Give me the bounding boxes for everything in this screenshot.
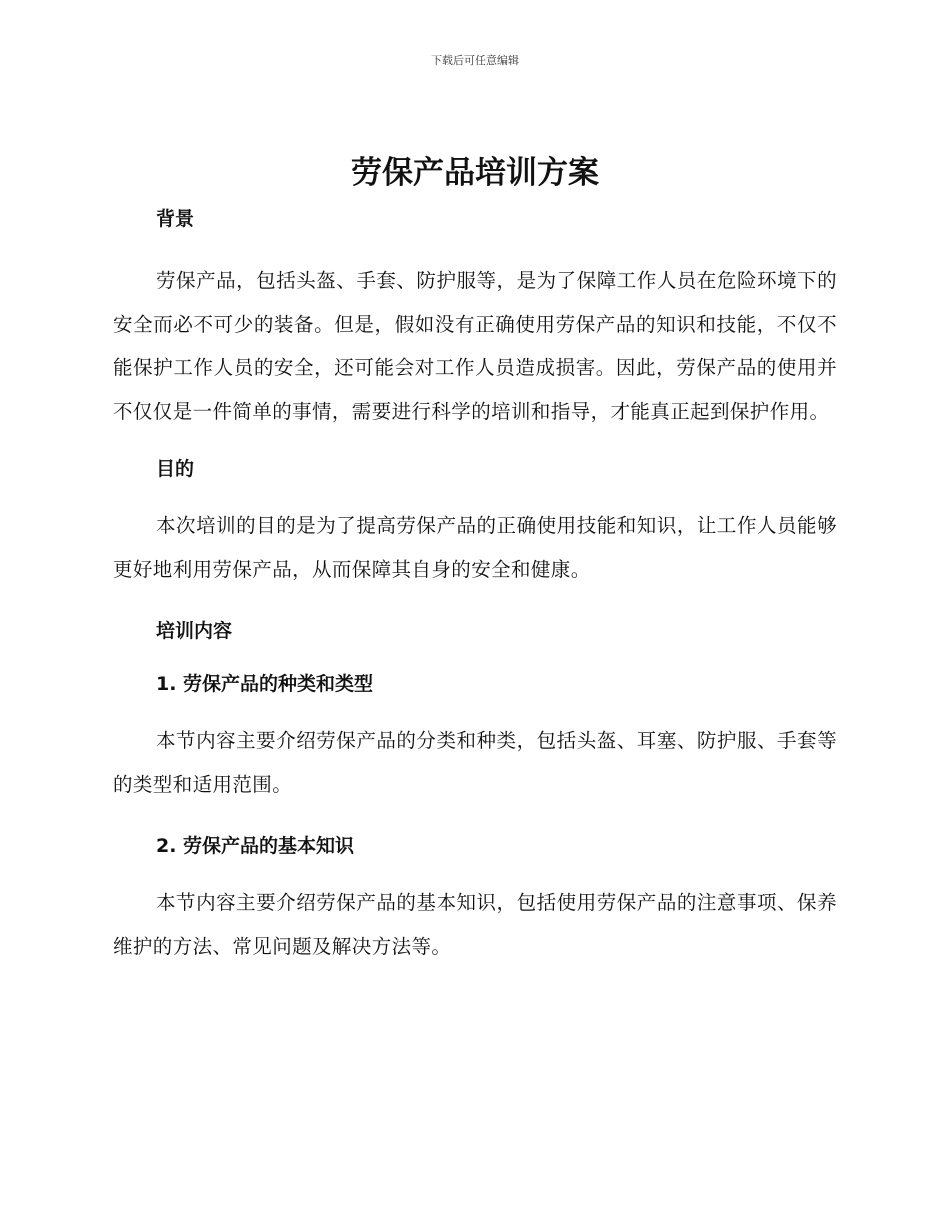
section-heading-training-content: 培训内容 (156, 620, 233, 642)
section-heading-purpose: 目的 (156, 458, 195, 480)
section-heading-background: 背景 (156, 208, 195, 230)
purpose-paragraph: 本次培训的目的是为了提高劳保产品的正确使用技能和知识，让工作人员能够更好地利用劳保产品，从而保障其自身的安全和健康。 (113, 514, 837, 581)
document-title: 劳保产品培训方案 (351, 155, 599, 191)
basics-paragraph: 本节内容主要介绍劳保产品的基本知识，包括使用劳保产品的注意事项、保养维护的方法、常见问题及解决方法等。 (113, 891, 837, 958)
header-note: 下载后可任意编辑 (431, 54, 519, 67)
document-body (113, 200, 837, 968)
subsection-heading-types: 1. 劳保产品的种类和类型 (156, 673, 374, 695)
types-paragraph: 本节内容主要介绍劳保产品的分类和种类，包括头盔、耳塞、防护服、手套等的类型和适用范围。 (113, 729, 837, 796)
background-paragraph: 劳保产品，包括头盔、手套、防护服等，是为了保障工作人员在危险环境下的安全而必不可少的装备。但是，假如没有正确使用劳保产品的知识和技能，不仅不能保护工作人员的安全，还可能会对工作人员造成损害。因此，劳保产品的使用并不仅仅是一件简单的事情，需要进行科学的培训和指导，才能真正起到保护作用。 (113, 269, 837, 423)
subsection-heading-basics: 2. 劳保产品的基本知识 (156, 835, 355, 857)
